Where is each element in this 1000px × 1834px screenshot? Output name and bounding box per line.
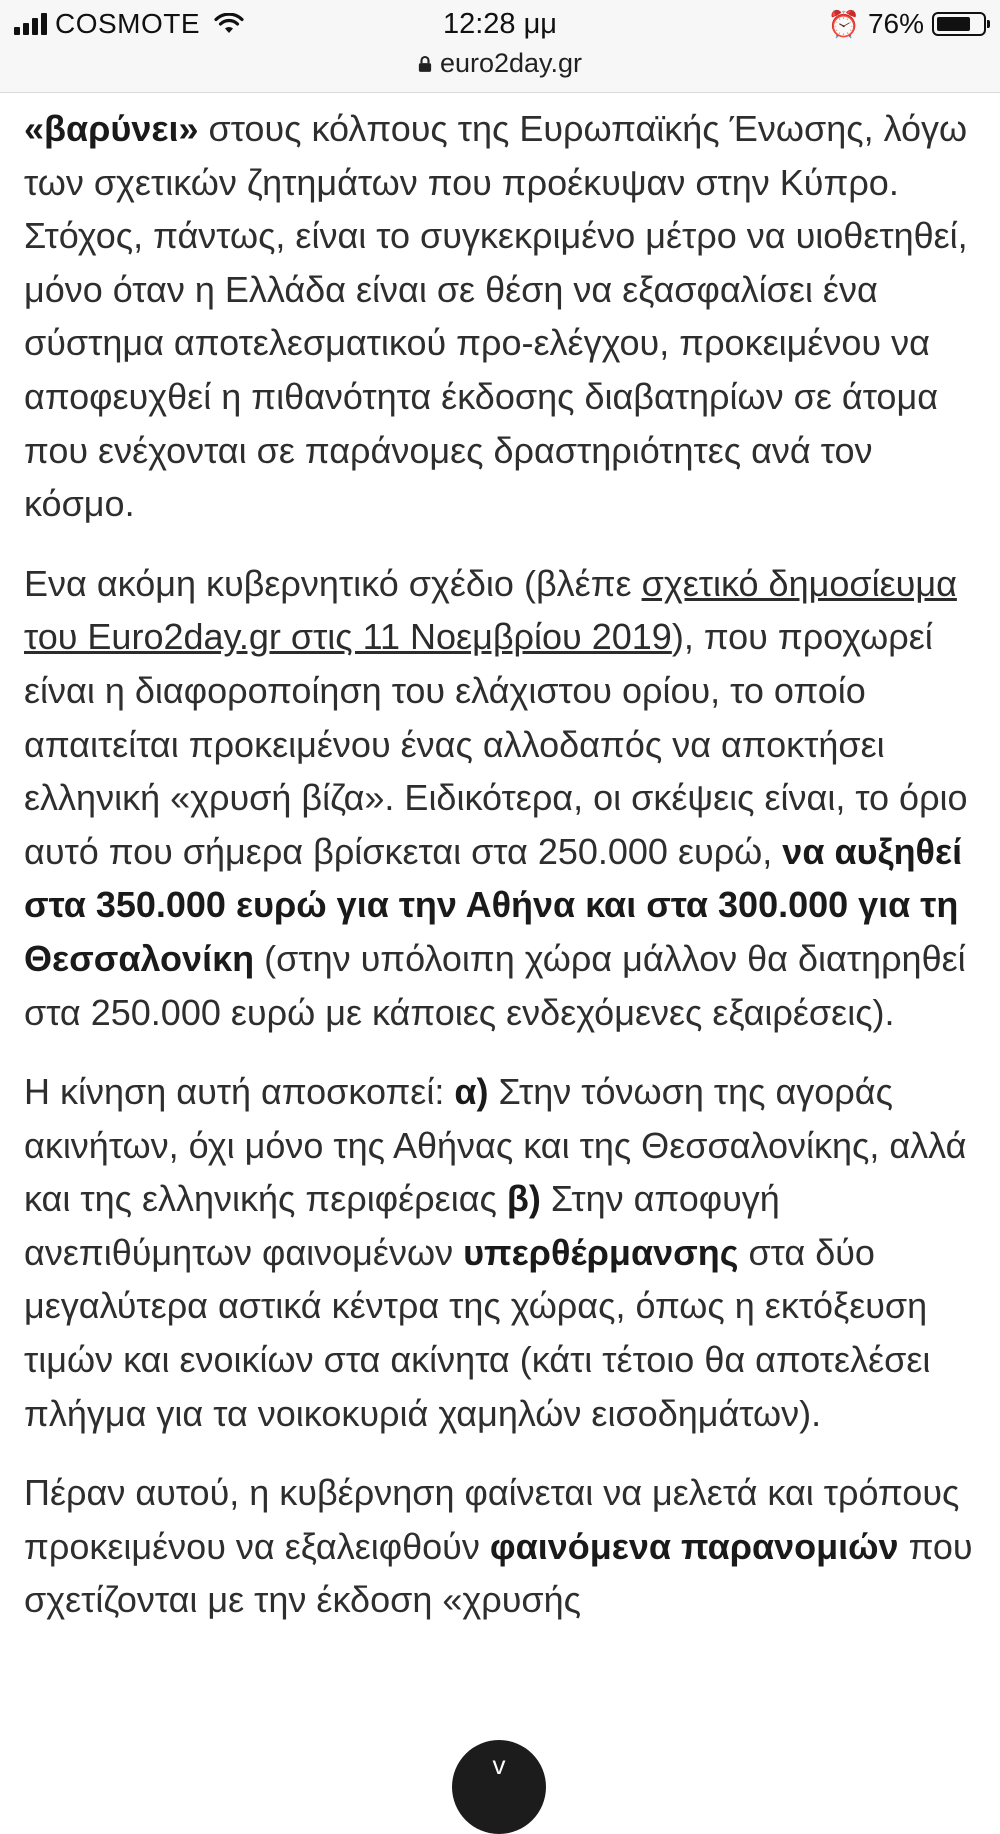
bold-text: «βαρύνει» [24,108,199,149]
paragraph-text: ), που προχωρεί είναι η διαφοροποίηση του ελάχιστου ορίου, το οποίο απαιτείται προκειμένου ένας αλλοδαπός να αποκτήσει ελληνική «χρυσή βίζα». Ειδικότερα, οι σκέψεις είναι, το όριο αυτό που σήμερα βρίσκεται στα 250.000 ευρώ, [24,616,968,872]
paragraph-text: που σχετίζονται με την έκδοση «χρυσής [24,1525,973,1621]
clock: 12:28 μμ [442,8,558,40]
paragraph-text: στους κόλπους της Ευρωπαϊκής Ένωσης, λόγω των σχετικών ζητημάτων που προέκυψαν στην Κύπρο. Στόχος, πάντως, είναι το συγκεκριμένο μέτρο να υιοθετηθεί, μόνο όταν η Ελλάδα είναι σε θέση να εξασφαλίσει ένα σύστημα αποτελεσματικού προ-ελέγχου, προκειμένου να αποφευχθεί η πιθανότητα έκδοσης διαβατηρίων σε άτομα που ενέχονται σε παράνομες δραστηριότητες ανά τον κόσμο. [24,108,968,525]
paragraph-text: (στην υπόλοιπη χώρα μάλλον θα διατηρηθεί στα 250.000 ευρώ με κάποιες ενδεχόμενες εξαιρέσεις). [24,937,966,1033]
status-bar [0,0,1000,93]
article-body [24,92,984,1653]
address-bar[interactable] [0,48,1000,79]
status-right [828,8,986,40]
paragraph-text: Η κίνηση αυτή αποσκοπεί: [24,1071,455,1113]
battery-percent: 76% [867,8,924,39]
paragraph-text: στα δύο μεγαλύτερα αστικά κέντρα της χώρας, όπως η εκτόξευση τιμών και ενοικίων στα ακίνητα (κάτι τέτοιο θα αποτελέσει πλήγμα για τα νοικοκυριά χαμηλών εισοδημάτων). [24,1231,931,1434]
scroll-down-button[interactable] [452,1740,546,1834]
alarm-icon: ⏰ [827,8,860,39]
bold-text: φαινόμενα παρανομιών [489,1525,899,1567]
bold-text: να αυξηθεί στα 350.000 ευρώ για την Αθήνα και στα 300.000 για τη Θεσσαλονίκη [24,830,963,979]
related-article-link[interactable]: σχετικό δημοσίευμα του Euro2day.gr στις 11 Νοεμβρίου 2019 [24,562,957,658]
article-paragraph-2 [24,557,984,1039]
article-paragraph-4 [24,1466,984,1627]
bold-text: α) [454,1071,489,1113]
bold-text: υπερθέρμανσης [463,1231,739,1273]
battery-icon [932,12,986,36]
lock-icon [418,55,432,73]
paragraph-text: Πέραν αυτού, η κυβέρνηση φαίνεται να μελετά και τρόπους προκειμένου να εξαλειφθούν [24,1472,960,1567]
bold-text: β) [506,1178,541,1220]
article-paragraph-1 [24,102,984,531]
carrier-name: COSMOTE [55,8,201,39]
paragraph-text: Στην αποφυγή ανεπιθύμητων φαινομένων [24,1178,780,1273]
url-text[interactable]: euro2day.gr [439,48,583,78]
paragraph-text: Ενα ακόμη κυβερνητικό σχέδιο (βλέπε [24,562,642,604]
battery-fill [937,17,970,31]
article-paragraph-3 [24,1065,984,1440]
paragraph-text: Στην τόνωση της αγοράς ακινήτων, όχι μόνο της Αθήνας και της Θεσσαλονίκης, αλλά και της ελληνικής περιφέρειας [24,1071,967,1220]
chevron-down-icon: v [492,1750,506,1780]
